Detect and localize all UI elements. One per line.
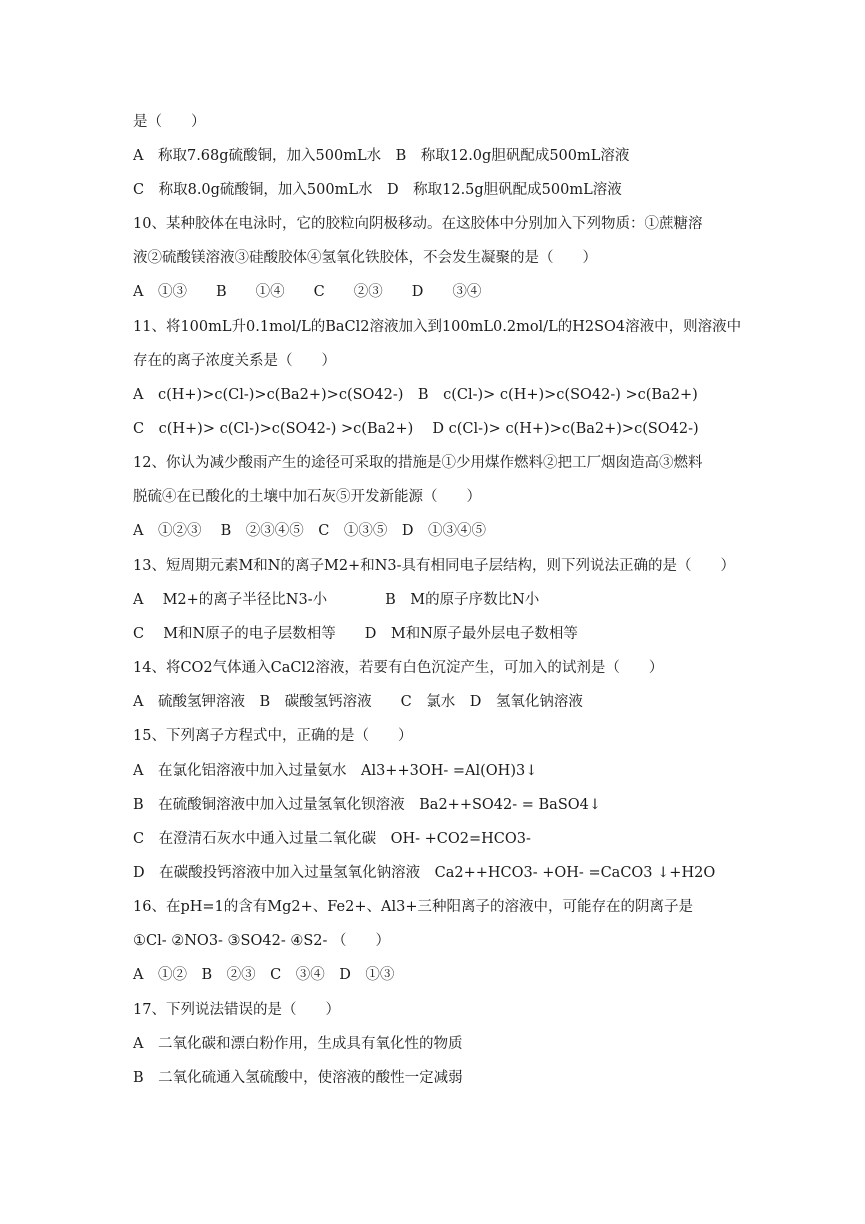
text-line: 14、将CO2气体通入CaCl2溶液，若要有白色沉淀产生，可加入的试剂是（ ） [133, 660, 664, 676]
text-line: C M和N原子的电子层数相等 D M和N原子最外层电子数相等 [133, 626, 578, 642]
text-line: 17、下列说法错误的是（ ） [133, 1002, 340, 1018]
text-line: A 硫酸氢钾溶液 B 碳酸氢钙溶液 C 氯水 D 氢氧化钠溶液 [133, 694, 583, 710]
text-line: 11、将100mL升0.1mol/L的BaCl2溶液加入到100mL0.2mol/L的H2SO4溶液中，则溶液中 [133, 319, 742, 335]
text-line: A 在氯化铝溶液中加入过量氨水 Al3++3OH- =Al(OH)3↓ [133, 763, 538, 779]
text-line: C 称取8.0g硫酸铜，加入500mL水 D 称取12.5g胆矾配成500mL溶液 [133, 182, 622, 198]
text-line: C 在澄清石灰水中通入过量二氧化碳 OH- +CO2=HCO3- [133, 831, 531, 847]
text-line: 13、短周期元素M和N的离子M2+和N3-具有相同电子层结构，则下列说法正确的是（ ） [133, 558, 736, 574]
text-line: A 称取7.68g硫酸铜，加入500mL水 B 称取12.0g胆矾配成500mL溶液 [133, 148, 630, 164]
text-line: A c(H+)>c(Cl-)>c(Ba2+)>c(SO42-) B c(Cl-)> c(H+)>c(SO42-) >c(Ba2+) [133, 387, 698, 403]
text-line: 12、你认为减少酸雨产生的途径可采取的措施是①少用煤作燃料②把工厂烟囱造高③燃料 [133, 455, 703, 471]
text-line: 液②硫酸镁溶液③硅酸胶体④氢氧化铁胶体，不会发生凝聚的是（ ） [133, 250, 597, 266]
text-line: 10、某种胶体在电泳时，它的胶粒向阴极移动。在这胶体中分别加入下列物质：①蔗糖溶 [133, 216, 703, 232]
text-line: 脱硫④在已酸化的土壤中加石灰⑤开发新能源（ ） [133, 489, 481, 505]
text-line: 是（ ） [133, 114, 206, 130]
text-line: A ①②③ B ②③④⑤ C ①③⑤ D ①③④⑤ [133, 523, 486, 539]
text-line: A M2+的离子半径比N3-小 B M的原子序数比N小 [133, 592, 540, 608]
text-line: D 在碳酸投钙溶液中加入过量氢氧化钠溶液 Ca2++HCO3- +OH- =CaCO3 ↓+H2O [133, 865, 716, 881]
text-line: 存在的离子浓度关系是（ ） [133, 353, 336, 369]
text-line: A ①② B ②③ C ③④ D ①③ [133, 967, 395, 983]
text-line: C c(H+)> c(Cl-)>c(SO42-) >c(Ba2+) D c(Cl-)> c(H+)>c(Ba2+)>c(SO42-) [133, 421, 699, 437]
text-line: 16、在pH=1的含有Mg2+、Fe2+、Al3+三种阳离子的溶液中，可能存在的阴离子是 [133, 899, 693, 915]
text-line: ①Cl- ②NO3- ③SO42- ④S2- （ ） [133, 933, 390, 949]
text-line: 15、下列离子方程式中，正确的是（ ） [133, 728, 413, 744]
text-line: B 二氧化硫通入氢硫酸中，使溶液的酸性一定减弱 [133, 1070, 463, 1086]
text-line: A ①③ B ①④ C ②③ D ③④ [133, 284, 482, 300]
text-line: B 在硫酸铜溶液中加入过量氢氧化钡溶液 Ba2++SO42- = BaSO4↓ [133, 797, 602, 813]
text-line: A 二氧化碳和漂白粉作用，生成具有氧化性的物质 [133, 1036, 463, 1052]
